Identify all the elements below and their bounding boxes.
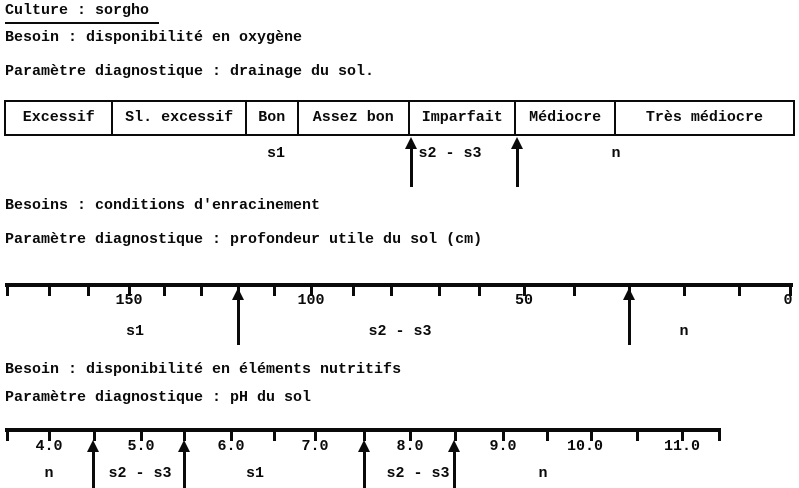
suitability-label-n: n <box>679 323 689 340</box>
suitability-label-n: n <box>538 465 548 482</box>
besoin-line-oxygen: Besoin : disponibilité en oxygène <box>5 29 303 46</box>
drainage-class-cell-imparfait: Imparfait <box>408 102 514 134</box>
ruler-tick <box>48 286 51 296</box>
drainage-class-cell-tres-mediocre: Très médiocre <box>614 102 793 134</box>
ruler-tick <box>273 431 276 441</box>
ruler-tick <box>6 286 9 296</box>
scale-value-label-10: 10.0 <box>566 438 604 455</box>
threshold-arrow-icon <box>448 440 460 488</box>
drainage-class-cell-mediocre: Médiocre <box>514 102 613 134</box>
ruler-tick <box>718 431 721 441</box>
drainage-class-cell-assez-bon: Assez bon <box>297 102 408 134</box>
scale-value-label-5: 5.0 <box>127 438 155 455</box>
scale-value-label-9: 9.0 <box>489 438 517 455</box>
threshold-arrow-icon <box>405 137 417 187</box>
ruler-tick <box>636 431 639 441</box>
ruler-tick <box>6 431 9 441</box>
drainage-class-cell-excessif: Excessif <box>22 109 95 126</box>
ruler-tick <box>478 286 481 296</box>
suitability-label-s2s3: s2 - s3 <box>418 145 482 162</box>
parametre-line-drainage: Paramètre diagnostique : drainage du sol. <box>5 63 375 80</box>
ruler-tick <box>273 286 276 296</box>
scale-value-label-7: 7.0 <box>301 438 329 455</box>
parametre-line-ph: Paramètre diagnostique : pH du sol <box>5 389 312 406</box>
ruler-tick <box>546 431 549 441</box>
ruler-tick <box>438 286 441 296</box>
suitability-label-s2s3: s2 - s3 <box>368 323 432 340</box>
scale-value-label-11: 11.0 <box>663 438 701 455</box>
besoin-line-nutrients: Besoin : disponibilité en éléments nutritifs <box>5 361 402 378</box>
ruler-tick <box>200 286 203 296</box>
suitability-label-s2s3: s2 - s3 <box>386 465 450 482</box>
threshold-arrow-icon <box>232 288 244 345</box>
besoin-line-rooting: Besoins : conditions d'enracinement <box>5 197 321 214</box>
threshold-arrow-icon <box>623 288 635 345</box>
suitability-label-s1: s1 <box>125 323 145 340</box>
scale-value-label-6: 6.0 <box>217 438 245 455</box>
drainage-class-cell-sl-excessif: Sl. excessif <box>111 102 244 134</box>
scale-value-label-0: 0 <box>783 292 793 309</box>
threshold-arrow-icon <box>358 440 370 488</box>
threshold-arrow-icon <box>511 137 523 187</box>
parametre-line-depth: Paramètre diagnostique : profondeur utile du sol (cm) <box>5 231 483 248</box>
scale-value-label-50: 50 <box>514 292 534 309</box>
ruler-tick <box>87 286 90 296</box>
ruler-tick <box>163 286 166 296</box>
suitability-label-s2s3: s2 - s3 <box>108 465 172 482</box>
ruler-tick <box>738 286 741 296</box>
drainage-class-table <box>4 100 795 136</box>
drainage-class-cell-bon: Bon <box>245 102 297 134</box>
scale-value-label-150: 150 <box>115 292 143 309</box>
ruler-tick <box>390 286 393 296</box>
ruler-tick <box>683 286 686 296</box>
ruler-tick <box>573 286 576 296</box>
suitability-label-s1: s1 <box>245 465 265 482</box>
scale-value-label-8: 8.0 <box>396 438 424 455</box>
scale-value-label-100: 100 <box>297 292 325 309</box>
suitability-label-s1: s1 <box>266 145 286 162</box>
threshold-arrow-icon <box>87 440 99 488</box>
suitability-label-n: n <box>44 465 54 482</box>
threshold-arrow-icon <box>178 440 190 488</box>
ruler-line <box>5 283 793 287</box>
ruler-tick <box>352 286 355 296</box>
scale-value-label-4: 4.0 <box>35 438 63 455</box>
culture-title: Culture : sorgho <box>5 2 159 24</box>
suitability-label-n: n <box>611 145 621 162</box>
